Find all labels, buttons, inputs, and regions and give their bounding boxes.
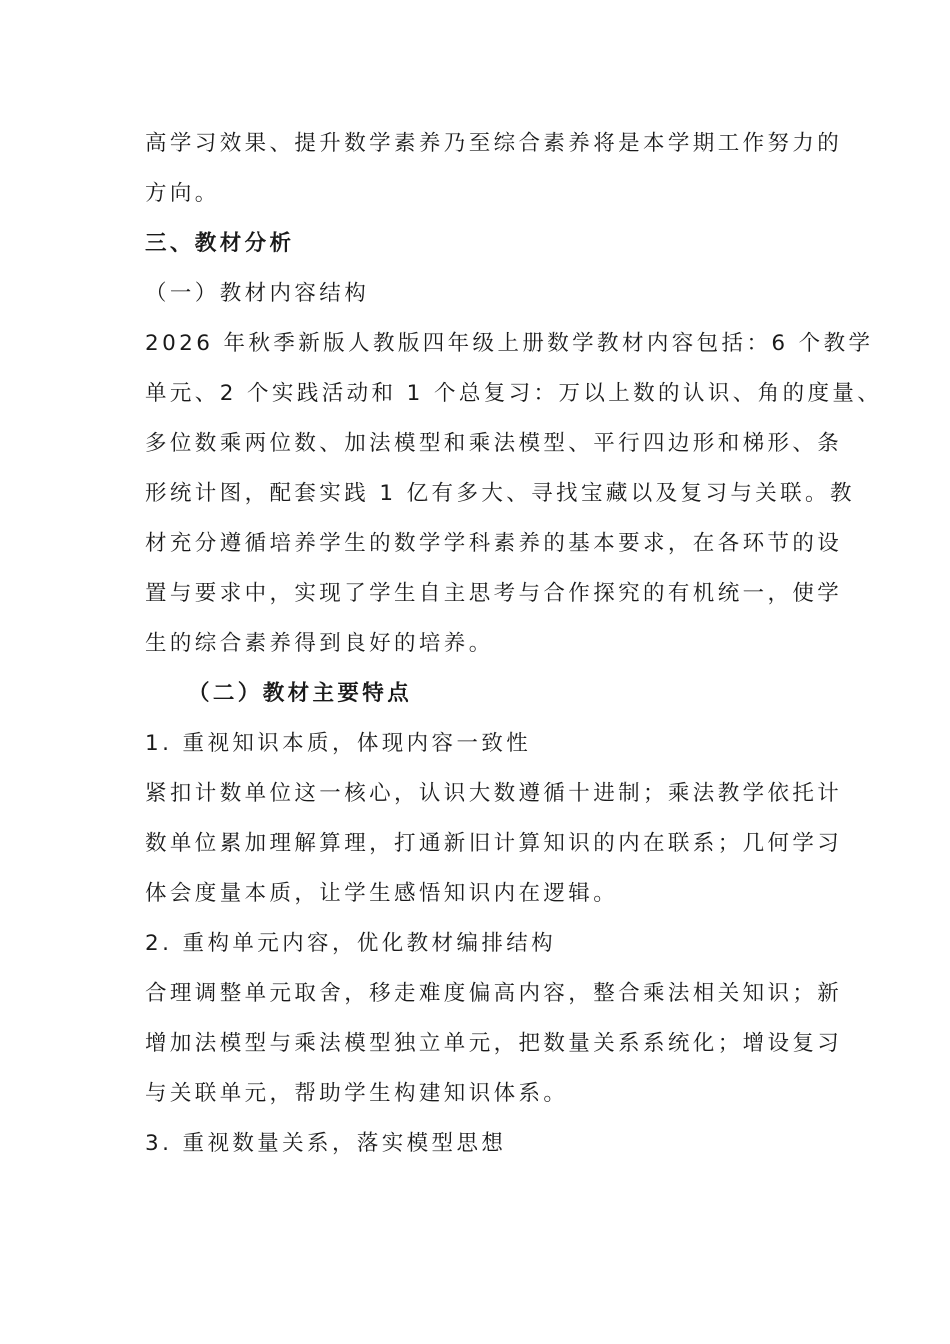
paragraph-line: 置与要求中，实现了学生自主思考与合作探究的有机统一，使学 (145, 581, 843, 606)
paragraph-line: 单元、2 个实践活动和 1 个总复习：万以上数的认识、角的度量、 (145, 381, 883, 406)
subsection-1-heading: （一）教材内容结构 (145, 281, 370, 306)
point-1-title: 1. 重视知识本质，体现内容一致性 (145, 731, 532, 756)
paragraph-line: 生的综合素养得到良好的培养。 (145, 631, 494, 656)
point-2-title: 2. 重构单元内容，优化教材编排结构 (145, 931, 557, 956)
paragraph-line: 合理调整单元取舍，移走难度偏高内容，整合乘法相关知识；新 (145, 981, 843, 1006)
section-heading: 三、教材分析 (145, 231, 295, 256)
paragraph-line: 多位数乘两位数、加法模型和乘法模型、平行四边形和梯形、条 (145, 431, 843, 456)
paragraph-line: 体会度量本质，让学生感悟知识内在逻辑。 (145, 881, 619, 906)
paragraph-line: 材充分遵循培养学生的数学学科素养的基本要求，在各环节的设 (145, 531, 843, 556)
paragraph-line: 形统计图，配套实践 1 亿有多大、寻找宝藏以及复习与关联。教 (145, 481, 855, 506)
point-3-title: 3. 重视数量关系，落实模型思想 (145, 1131, 507, 1156)
intro-line-1: 高学习效果、提升数学素养乃至综合素养将是本学期工作努力的 (145, 131, 843, 156)
paragraph-line: 2026 年秋季新版人教版四年级上册数学教材内容包括：6 个教学 (145, 331, 874, 356)
paragraph-line: 与关联单元，帮助学生构建知识体系。 (145, 1081, 569, 1106)
intro-line-2: 方向。 (145, 181, 220, 206)
paragraph-line: 数单位累加理解算理，打通新旧计算知识的内在联系；几何学习 (145, 831, 843, 856)
paragraph-line: 紧扣计数单位这一核心，认识大数遵循十进制；乘法教学依托计 (145, 781, 843, 806)
paragraph-line: 增加法模型与乘法模型独立单元，把数量关系系统化；增设复习 (145, 1031, 843, 1056)
subsection-2-heading: （二）教材主要特点 (188, 681, 413, 706)
